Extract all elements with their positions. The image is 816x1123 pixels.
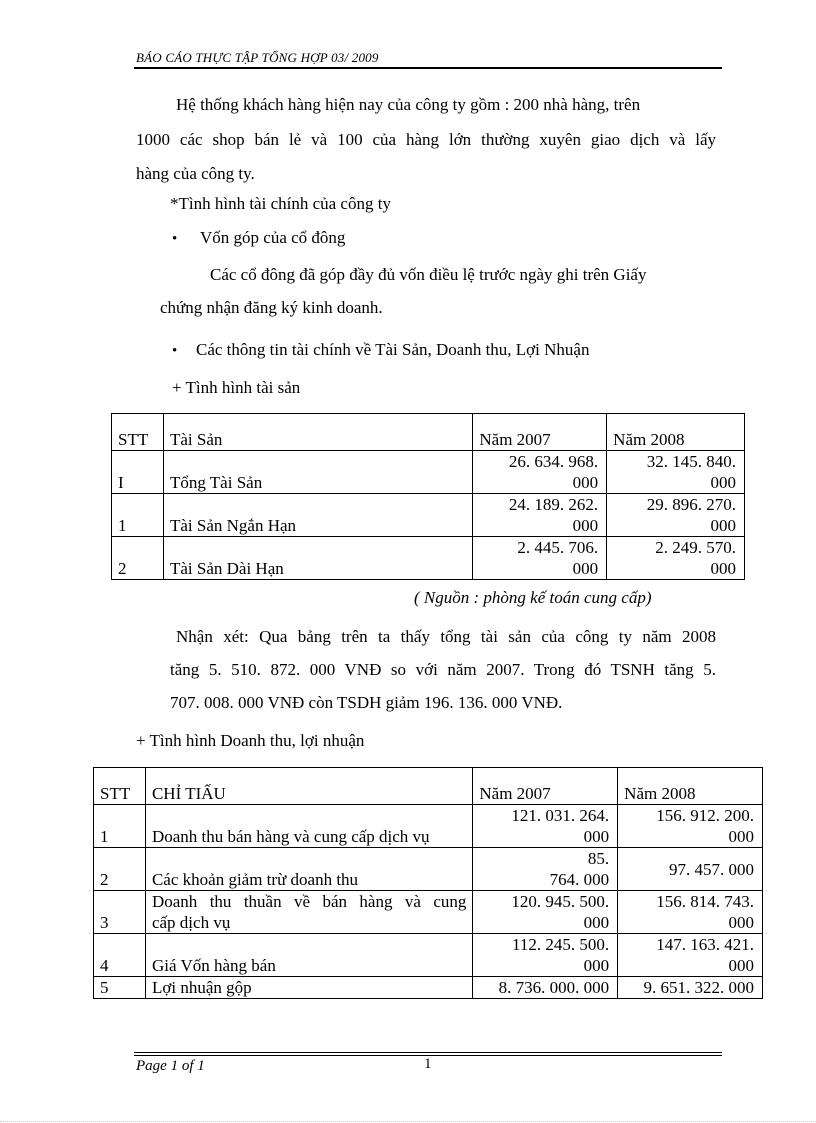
cell-name: Giá Vốn hàng bán [145,934,472,977]
cell-2008 [618,934,763,977]
cell-stt: 2 [112,537,164,580]
revenue-table [93,767,763,999]
cell-stt: 5 [94,977,146,999]
table-row [112,494,745,537]
value-part: 24. 189. 262. [508,495,599,514]
value-part: 26. 634. 968. [508,452,599,471]
header-rule [134,67,722,69]
header-asset: Tài Sản [163,414,472,451]
revenue-table-header [94,768,763,805]
header-2007: Năm 2007 [473,414,607,451]
cell-2008 [618,891,763,934]
bullet-dot-1: • [172,231,178,247]
cell-stt: 4 [94,934,146,977]
value-part: 29. 896. 270. [646,495,736,514]
value-part: 000 [572,473,599,492]
name-part: cấp dịch vụ [151,913,231,932]
value-part: 000 [572,559,599,578]
value-part: 2. 445. 706. [517,538,599,557]
value-part: 85. [587,849,610,868]
header-2007: Năm 2007 [473,768,618,805]
remark-line-3: 707. 008. 000 VNĐ còn TSDH giảm 196. 136. 000 VNĐ. [170,693,563,712]
cell-2007 [473,494,607,537]
remark-line-2: tăng 5. 510. 872. 000 VNĐ so với năm 2007. Trong đó TSNH tăng 5. [170,660,716,679]
value-part: 000 [710,473,736,492]
cell-2008: 9. 651. 322. 000 [618,977,763,999]
value-part: 2. 249. 570. [655,538,736,557]
value-part: 32. 145. 840. [646,452,736,471]
value-part: 000 [583,956,610,975]
source-note: ( Nguồn : phòng kế toán cung cấp) [414,588,652,607]
page-number: 1 [424,1056,432,1072]
remark-line-1: Nhận xét: Qua bảng trên ta thấy tổng tài sản của công ty năm 2008 [176,627,716,646]
header-2008: Năm 2008 [618,768,763,805]
header-indicator: CHỈ TIẤU [145,768,472,805]
cell-name: Tài Sản Ngắn Hạn [163,494,472,537]
cell-stt: 1 [112,494,164,537]
table-row [94,891,763,934]
intro-line-2: 1000 các shop bán lẻ và 100 của hàng lớn thường xuyên giao dịch và lấy [136,130,716,149]
cell-2007 [473,451,607,494]
cell-2007 [473,537,607,580]
cell-name: Các khoản giảm trừ doanh thu [145,848,472,891]
table-row [94,848,763,891]
value-part: 120. 945. 500. [511,892,610,911]
cell-name: Tài Sản Dài Hạn [163,537,472,580]
intro-line-1: Hệ thống khách hàng hiện nay của công ty gồm : 200 nhà hàng, trên [176,95,641,114]
assets-table [111,413,745,580]
table-row [112,451,745,494]
running-header: BÁO CÁO THỰC TẬP TỔNG HỢP 03/ 2009 [136,50,379,65]
bullet-capital: Vốn góp của cổ đông [200,228,346,247]
footer-page-label: Page 1 of 1 [136,1058,205,1074]
footer-rule [134,1052,722,1053]
cell-stt: 2 [94,848,146,891]
header-2008: Năm 2008 [607,414,745,451]
cell-2007 [473,805,618,848]
value-part: 156. 814. 743. [656,892,754,911]
value-part: 000 [572,516,599,535]
value-part: 000 [728,827,754,846]
cell-2008 [607,494,745,537]
header-stt: STT [112,414,164,451]
name-part: Doanh thu thuần về bán hàng và cung [151,892,467,911]
cell-stt: 3 [94,891,146,934]
value-part: 000 [583,913,610,932]
value-part: 156. 912. 200. [656,806,754,825]
cell-stt: 1 [94,805,146,848]
value-part: 000 [728,956,754,975]
cell-2008 [607,537,745,580]
cell-name: Tổng Tài Sản [163,451,472,494]
header-stt: STT [94,768,146,805]
cell-name: Doanh thu bán hàng và cung cấp dịch vụ [145,805,472,848]
cell-stt: I [112,451,164,494]
value-part: 112. 245. 500. [512,935,610,954]
table-row [94,805,763,848]
cell-name [145,891,472,934]
cell-2007 [473,891,618,934]
value-part: 147. 163. 421. [656,935,754,954]
value-part: 000 [728,913,754,932]
value-part: 97. 457. 000 [669,859,754,879]
cell-2008 [618,805,763,848]
value-part: 000 [583,827,610,846]
assets-heading: + Tình hình tài sản [172,378,301,397]
page-edge [0,1121,816,1122]
table-row [112,537,745,580]
assets-table-header [112,414,745,451]
bullet-dot-2: • [172,343,178,359]
value-part: 000 [710,559,736,578]
cell-2007 [473,848,618,891]
cell-name: Lợi nhuận gộp [145,977,472,999]
bullet-financial-info: Các thông tin tài chính về Tài Sản, Doanh thu, Lợi Nhuận [196,340,590,359]
table-row [94,934,763,977]
table-row [94,977,763,999]
value-part: 121. 031. 264. [511,806,610,825]
cell-2007: 8. 736. 000. 000 [473,977,618,999]
value-part: 000 [710,516,736,535]
cell-2008 [607,451,745,494]
cell-2008 [618,848,763,891]
capital-line-2: chứng nhận đăng ký kinh doanh. [160,298,383,317]
value-part: 764. 000 [549,870,610,889]
finance-heading: *Tình hình tài chính của công ty [170,194,391,213]
cell-2007 [473,934,618,977]
revenue-heading: + Tình hình Doanh thu, lợi nhuận [136,731,365,750]
intro-line-3: hàng của công ty. [136,164,255,183]
capital-line-1: Các cổ đông đã góp đầy đủ vốn điều lệ trước ngày ghi trên Giấy [210,265,647,284]
